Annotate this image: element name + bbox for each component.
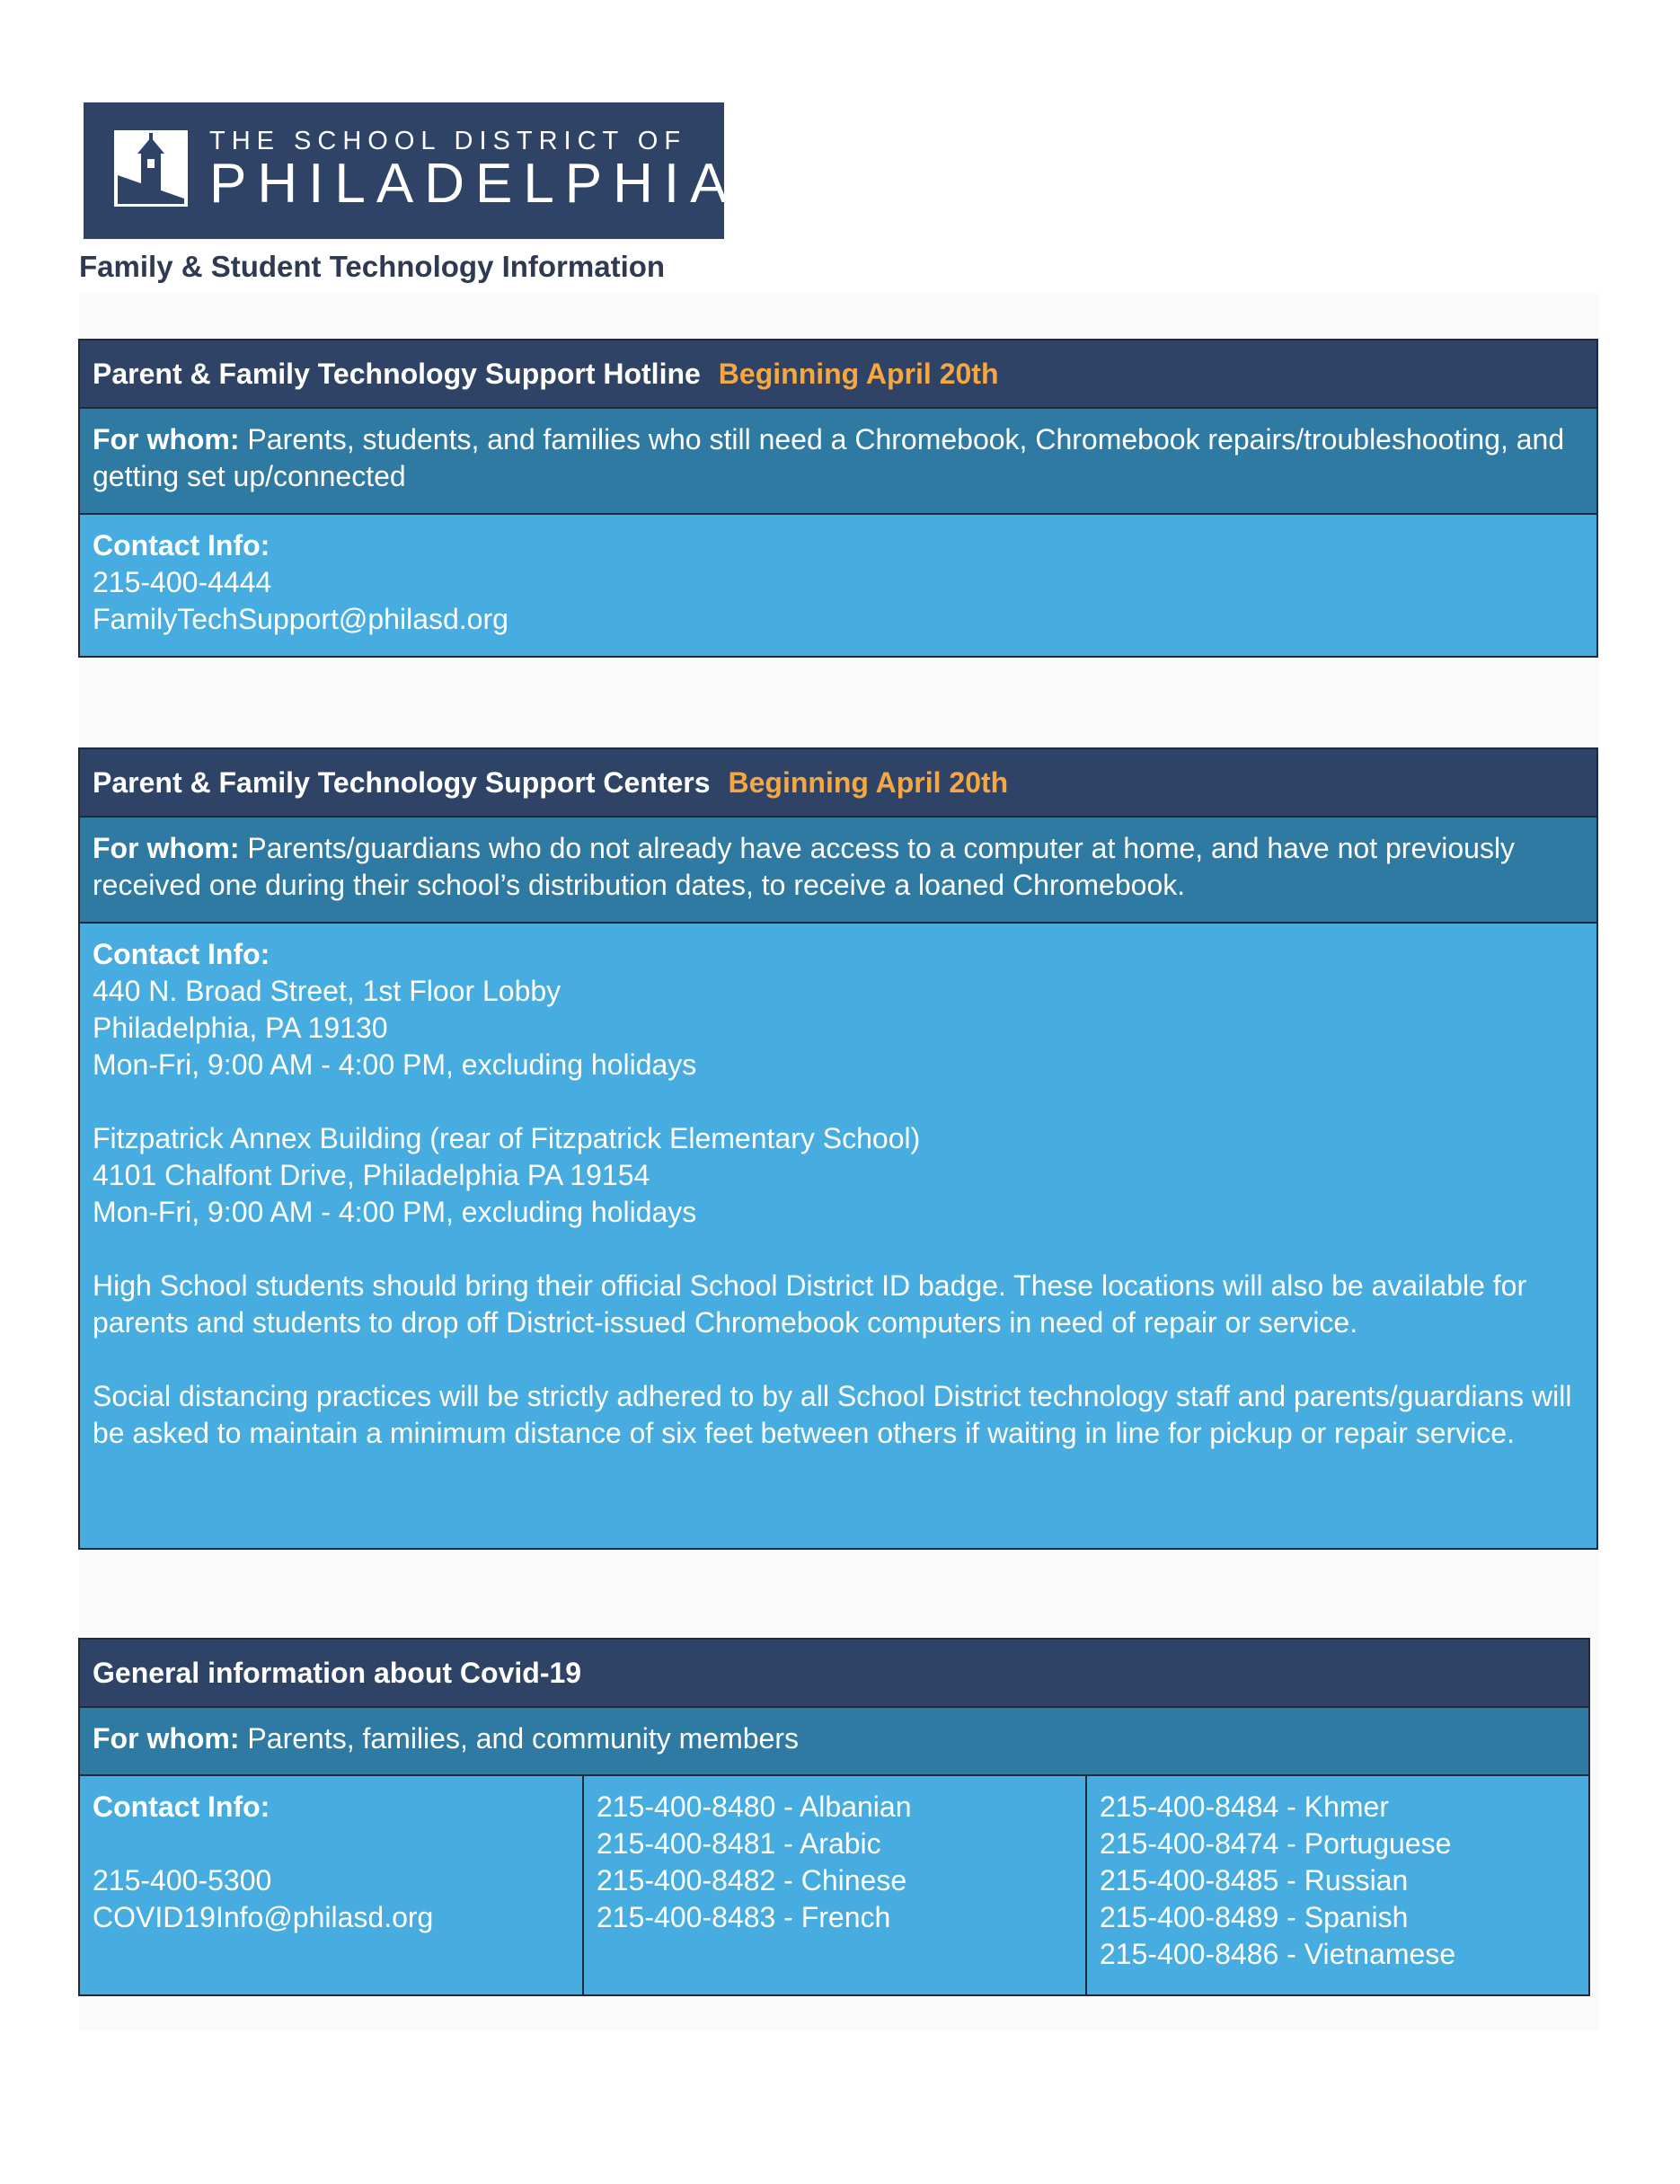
id-badge-note: High School students should bring their official School District ID badge. These locations will also be available for parents and students to drop off District-issued Chromebook computers in need of repair or service. [93, 1269, 1527, 1339]
hotline-start-date: Beginning April 20th [718, 357, 999, 390]
for-whom-text: Parents, families, and community members [247, 1722, 799, 1755]
language-line[interactable]: 215-400-8485 - Russian [1100, 1864, 1409, 1897]
hotline-card [78, 339, 1598, 658]
logo-text-line2: PHILADELPHIA [209, 153, 738, 215]
for-whom-text: Parents/guardians who do not already have access to a computer at home, and have not previously received one during their school’s distribution dates, to receive a loaned Chromebook. [93, 832, 1516, 901]
for-whom-label: For whom: [93, 1722, 240, 1755]
contact-info-label: Contact Info: [93, 529, 270, 561]
hotline-title: Parent & Family Technology Support Hotline [93, 357, 701, 390]
language-line[interactable]: 215-400-8480 - Albanian [597, 1791, 912, 1823]
location2-address: 4101 Chalfont Drive, Philadelphia PA 19154 [93, 1159, 650, 1191]
covid-title-row [80, 1640, 1588, 1708]
contact-info-label: Contact Info: [93, 938, 270, 970]
language-line[interactable]: 215-400-8483 - French [597, 1901, 891, 1933]
language-line[interactable]: 215-400-8489 - Spanish [1100, 1901, 1409, 1933]
centers-contact-row [80, 924, 1596, 1548]
hotline-title-row [80, 340, 1596, 409]
covid-contact-column [80, 1776, 582, 1994]
for-whom-text: Parents, students, and families who still need a Chromebook, Chromebook repairs/troubleshooting, and getting set up/connected [93, 423, 1565, 492]
hotline-phone[interactable]: 215-400-4444 [93, 566, 272, 598]
location1-address: 440 N. Broad Street, 1st Floor Lobby [93, 975, 561, 1007]
covid-phone[interactable]: 215-400-5300 [93, 1864, 272, 1897]
language-lines-column-2 [1085, 1776, 1588, 1994]
logo-text-line1: THE SCHOOL DISTRICT OF [209, 127, 687, 155]
covid-card [78, 1638, 1590, 1996]
covid-title: General information about Covid-19 [93, 1656, 582, 1689]
location1-hours: Mon-Fri, 9:00 AM - 4:00 PM, excluding holidays [93, 1048, 697, 1081]
location2-name: Fitzpatrick Annex Building (rear of Fitzpatrick Elementary School) [93, 1122, 921, 1154]
covid-contact-row [80, 1776, 1588, 1994]
language-line[interactable]: 215-400-8482 - Chinese [597, 1864, 907, 1897]
contact-info-label: Contact Info: [93, 1791, 270, 1823]
page-title: Family & Student Technology Information [79, 250, 666, 283]
centers-for-whom-row [80, 818, 1596, 924]
hotline-email[interactable]: FamilyTechSupport@philasd.org [93, 603, 508, 635]
centers-card [78, 747, 1598, 1550]
language-line[interactable]: 215-400-8474 - Portuguese [1100, 1827, 1452, 1860]
language-line[interactable]: 215-400-8481 - Arabic [597, 1827, 881, 1860]
school-building-icon [114, 130, 188, 207]
centers-title: Parent & Family Technology Support Centers [93, 765, 711, 799]
centers-start-date: Beginning April 20th [728, 765, 1009, 799]
location2-hours: Mon-Fri, 9:00 AM - 4:00 PM, excluding holidays [93, 1196, 697, 1228]
covid-email[interactable]: COVID19Info@philasd.org [93, 1901, 434, 1933]
language-lines-column-1 [582, 1776, 1085, 1994]
hotline-contact-row [80, 515, 1596, 656]
for-whom-label: For whom: [93, 423, 240, 455]
covid-for-whom-row [80, 1708, 1588, 1776]
social-distancing-note: Social distancing practices will be strictly adhered to by all School District technology staff and parents/guardians will be asked to maintain a minimum distance of six feet between others if waiting in line for pickup or repair service. [93, 1380, 1572, 1449]
district-logo [84, 102, 738, 239]
language-line[interactable]: 215-400-8486 - Vietnamese [1100, 1938, 1456, 1970]
language-line[interactable]: 215-400-8484 - Khmer [1100, 1791, 1389, 1823]
location1-city: Philadelphia, PA 19130 [93, 1012, 388, 1044]
hotline-for-whom-row [80, 409, 1596, 515]
for-whom-label: For whom: [93, 832, 240, 864]
centers-title-row [80, 749, 1596, 818]
